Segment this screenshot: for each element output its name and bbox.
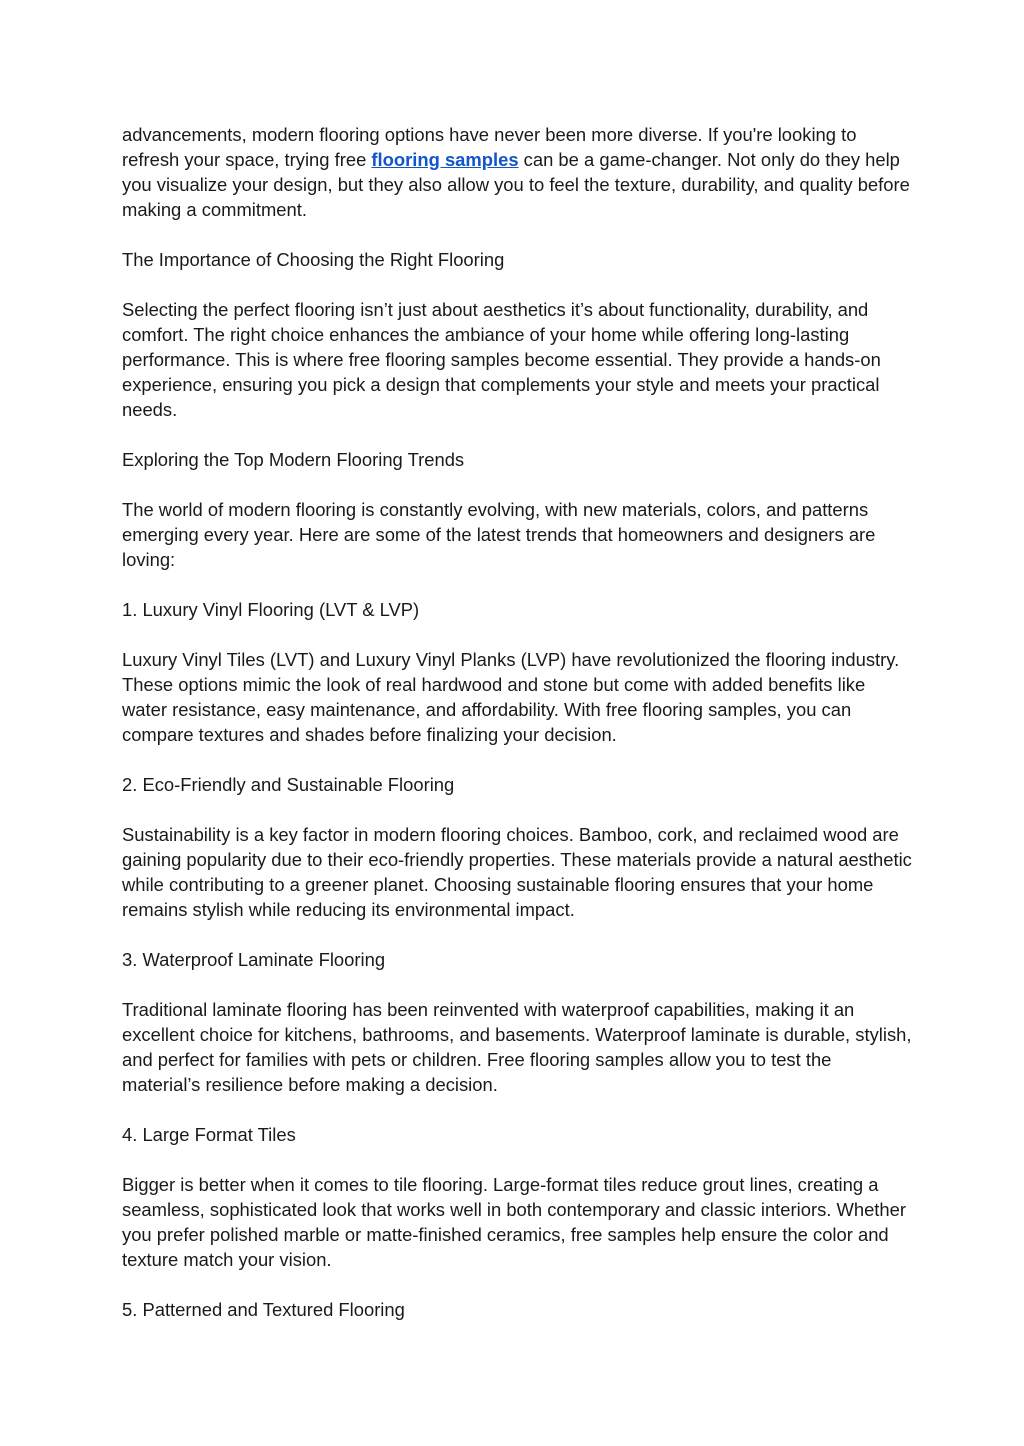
section-heading: The Importance of Choosing the Right Flooring — [122, 249, 505, 270]
section-heading: Exploring the Top Modern Flooring Trends — [122, 449, 465, 470]
section-body: Traditional laminate flooring has been reinvented with waterproof capabilities, making it an excellent choice for kitchens, bathrooms, and basements. Waterproof laminate is durable, stylish, and perfect for families with pets or children. Free flooring samples allow you to test the material’s resilience before making a decision. — [122, 999, 912, 1095]
section-heading: 4. Large Format Tiles — [122, 1124, 296, 1145]
section-heading: 5. Patterned and Textured Flooring — [122, 1299, 405, 1320]
section-body: Selecting the perfect flooring isn’t just about aesthetics it’s about functionality, durability, and comfort. The right choice enhances the ambiance of your home while offering long-lasting performance. This is where free flooring samples become essential. They provide a hands-on experience, ensuring you pick a design that complements your style and meets your practical needs. — [122, 299, 881, 420]
intro-paragraph — [122, 122, 912, 222]
intro-text-before-link: advancements, modern flooring options have never been more diverse. If you're looking to refresh your space, trying free — [122, 124, 857, 170]
section-body: Bigger is better when it comes to tile flooring. Large-format tiles reduce grout lines, creating a seamless, sophisticated look that works well in both contemporary and classic interiors. Whether you prefer polished marble or matte-finished ceramics, free samples help ensure the color and texture match your vision. — [122, 1174, 906, 1270]
section-heading: 3. Waterproof Laminate Flooring — [122, 949, 386, 970]
intro-text-after-link: can be a game-changer. Not only do they help you visualize your design, but they also allow you to feel the texture, durability, and quality before making a commitment. — [122, 149, 910, 220]
flooring-samples-link[interactable]: flooring samples — [371, 149, 519, 170]
section-body: The world of modern flooring is constantly evolving, with new materials, colors, and patterns emerging every year. Here are some of the latest trends that homeowners and designers are loving: — [122, 499, 876, 570]
section-heading: 2. Eco-Friendly and Sustainable Flooring — [122, 774, 455, 795]
section-body: Luxury Vinyl Tiles (LVT) and Luxury Vinyl Planks (LVP) have revolutionized the flooring industry. These options mimic the look of real hardwood and stone but come with added benefits like water resistance, easy maintenance, and affordability. With free flooring samples, you can compare textures and shades before finalizing your decision. — [122, 649, 900, 745]
section-heading: 1. Luxury Vinyl Flooring (LVT & LVP) — [122, 599, 420, 620]
section-body: Sustainability is a key factor in modern flooring choices. Bamboo, cork, and reclaimed wood are gaining popularity due to their eco-friendly properties. These materials provide a natural aesthetic while contributing to a greener planet. Choosing sustainable flooring ensures that your home remains stylish while reducing its environmental impact. — [122, 824, 912, 920]
document-page — [122, 122, 912, 1347]
